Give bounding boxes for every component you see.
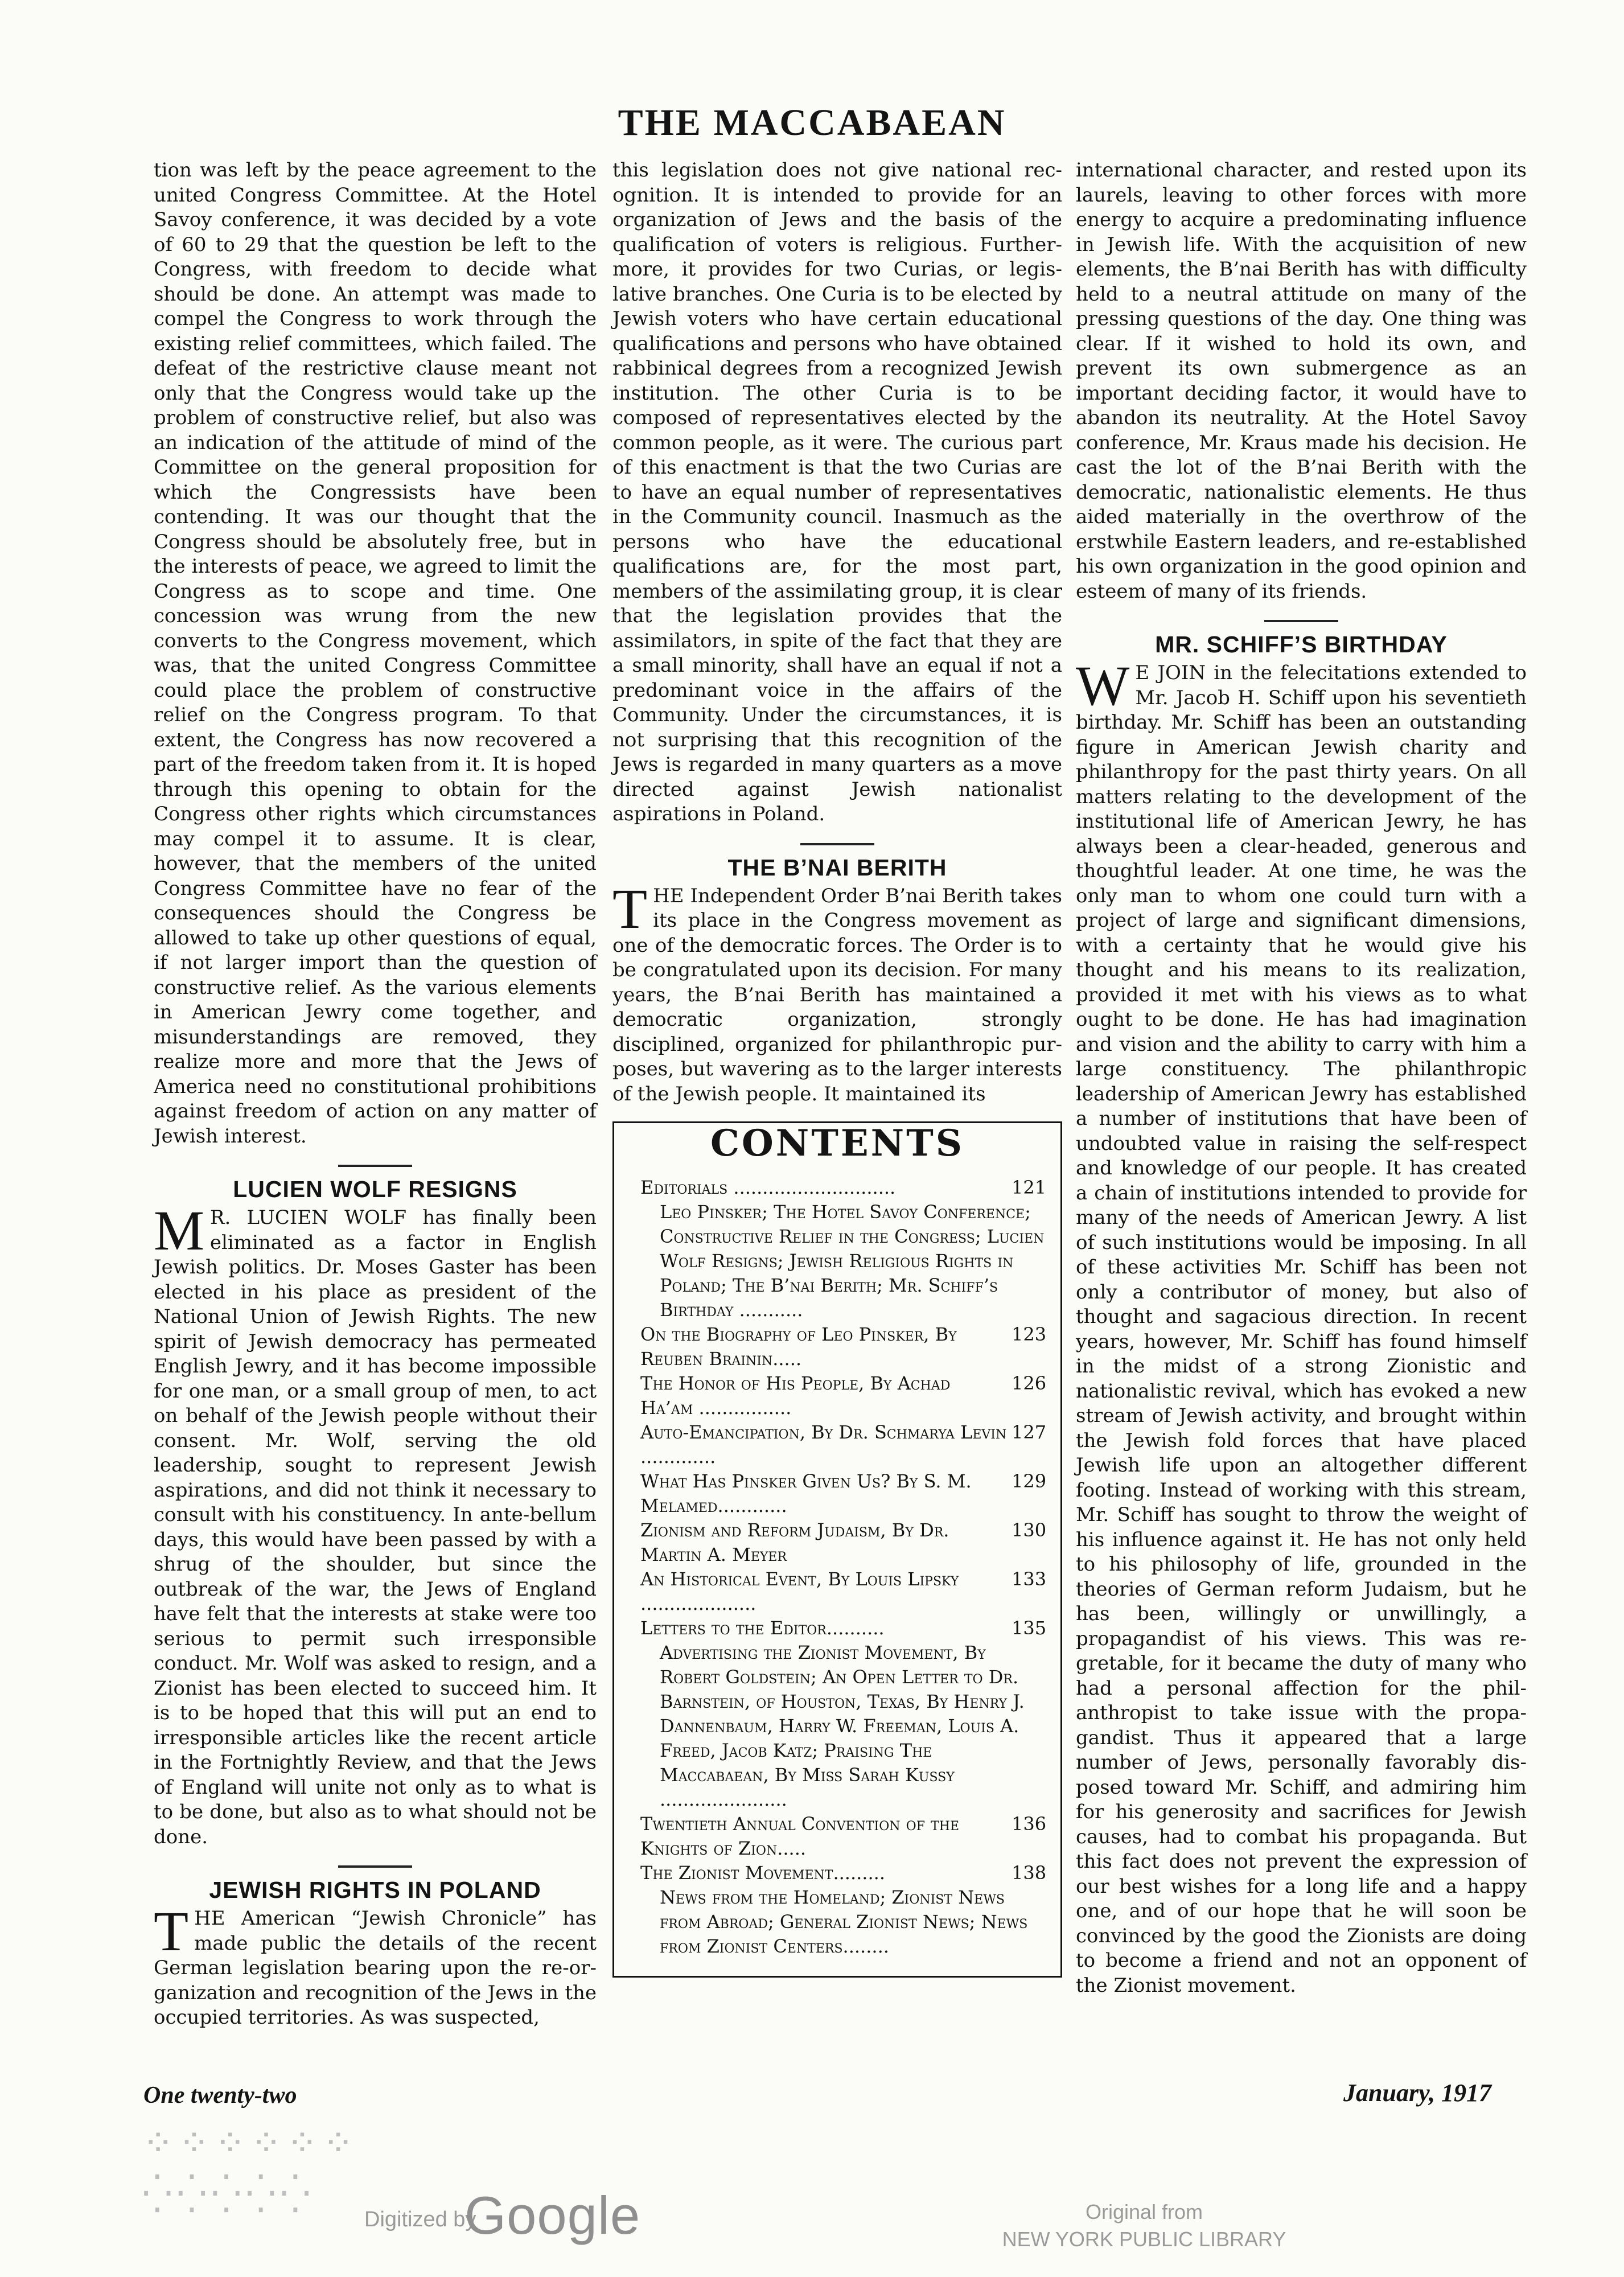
section-divider — [800, 843, 874, 845]
toc-entry — [640, 1861, 1046, 1885]
section-heading: JEWISH RIGHTS IN POLAND — [209, 1877, 541, 1903]
column-2 — [612, 158, 1062, 1978]
toc-entry-title: Zionism and Reform Judaism, By Dr. Martin A. Meyer — [640, 1519, 949, 1565]
toc-page-number: 127 — [1012, 1421, 1047, 1443]
toc-page-number: 123 — [1012, 1323, 1047, 1345]
toc-entry — [640, 1176, 1046, 1200]
masthead: THE MACCABAEAN — [618, 102, 1006, 143]
paragraph-text: E JOIN in the felecitations extended to Mr. Jacob H. Schiff upon his seventieth birthday. Mr. Schiff has been an outstanding figure in American Jewish charity and philanthropy for the past thirty years. On all matters relating to the development of the institutional life of American Jewry, he has always been a clear-headed, generous and thoughtful leader. At one time, he was the only man to whom one could turn with a project of large and significant dimensions, with a certainty that he would give his thought and his means to its realization, provided it met with his views as to what ought to be done. He has had imagination and vision and the ability to carry with him a large constituency. The philanthropic leadership of American Jewry has established a number of institutions that have been of undoubted value in raising the self-respect and knowledge of our people. It has created a chain of institutions intended to provide for many of the needs of American Jewry. A list of such institutions would be imposing. In all of these activities Mr. Schiff has been not only a contributor of money, but also of thought and sagacious direction. In recent years, however, Mr. Schiff has found himself in the midst of a strong Zionistic and nationalistic revival, which has evoked a new stream of Jewish activity, and brought within the Jewish fold forces that have placed Jewish life upon an altogether different footing. Instead of working with this stream, Mr. Schiff has sought to throw the weight of his influence against it. He has not only held to his philosophy of life, grounded in the theories of German reform Judaism, but he has been, willingly or unwillingly, a propagandist of his views. This was regretable, for it became the duty of many who had a personal affection for the philanthropist to take issue with the propagandist. Thus it appeared that a large number of Jews, personally favorably disposed toward Mr. Schiff, and admiring him for his generosity and sacrifices for Jewish causes, had to combat his propaganda. But this fact does not prevent the expression of our best wishes for a long life and a happy one, and of our hope that he will soon be convinced by the good the Zionists are doing to become a friend and not an opponent of the Zionist movement. — [1076, 661, 1527, 1997]
toc-entry — [640, 1567, 1046, 1616]
table-of-contents — [640, 1176, 1046, 1959]
toc-entry-title: The Honor of His People, By Achad Ha’am ................ — [640, 1372, 951, 1419]
article-paragraph — [154, 1900, 597, 2031]
library-credit — [968, 2198, 1321, 2253]
column-1 — [154, 158, 597, 2031]
toc-entry-title: An Historical Event, By Louis Lipsky .................... — [640, 1568, 959, 1614]
toc-entry-title: Editorials ............................ — [640, 1176, 896, 1198]
toc-entry-title: Auto-Emancipation, By Dr. Schmarya Levin ............. — [640, 1421, 1007, 1468]
section-heading: THE B’NAI BERITH — [727, 854, 947, 881]
original-from-label: Original from — [1085, 2200, 1203, 2223]
section-heading: LUCIEN WOLF RESIGNS — [233, 1176, 517, 1202]
article-paragraph: this legislation does not give national recognition. It is intended to provide for an organization of Jews and the basis of the qualification of voters is religious. Furthermore, it provides for two Curias, or legislative branches. One Curia is to be elected by Jewish voters who have certain educational qualifications and persons who have obtained rabbinical degrees from a recognized Jewish institution. The other Curia is to be composed of representatives elected by the common people, as it were. The curious part of this enactment is that the two Curias are to have an equal number of representatives in the Community council. Inasmuch as the persons who have the educational qualifications are, for the most part, members of the assimilating group, it is clear that the legislation provides that the assimilators, in spite of the fact that they are a small minority, shall have an equal if not a predominant voice in the affairs of the Community. Under the circumstances, it is not surprising that this recognition of the Jews is regarded in many quarters as a move directed against Jewish nationalist aspirations in Poland. — [612, 159, 1062, 825]
toc-page-number: 121 — [1012, 1176, 1047, 1198]
article-paragraph — [1076, 654, 1527, 1998]
toc-page-number: 126 — [1012, 1372, 1047, 1394]
library-name: NEW YORK PUBLIC LIBRARY — [1002, 2227, 1286, 2251]
drop-cap: M — [154, 1199, 204, 1262]
drop-cap: T — [612, 877, 648, 940]
toc-subentries: Advertising the Zionist Movement, By Robert Goldstein; An Open Letter to Dr. Barnstein, of Houston, Texas, By Henry J. Dannenbaum, Harry W. Freeman, Louis A. Freed, Jacob Katz; Praising The Maccabaean, By Miss Sarah Kussy ...................... — [660, 1641, 1025, 1810]
toc-entry — [640, 1518, 1046, 1567]
contents-title: CONTENTS — [710, 1122, 964, 1165]
toc-entry — [640, 1812, 1046, 1861]
issue-date: January, 1917 — [1343, 2079, 1491, 2107]
toc-page-number: 133 — [1012, 1568, 1047, 1590]
toc-entry-title: Twentieth Annual Convention of the Knights of Zion..... — [640, 1812, 960, 1859]
toc-entry — [640, 1371, 1046, 1420]
toc-entry-title: The Zionist Movement......... — [640, 1861, 885, 1884]
digitized-by-label: Digitized by — [364, 2208, 476, 2231]
drop-cap: T — [154, 1900, 189, 1963]
toc-page-number: 130 — [1012, 1519, 1047, 1541]
toc-subentries: News from the Homeland; Zionist News from Abroad; General Zionist News; News from Zionist Centers........ — [660, 1886, 1028, 1957]
toc-entry — [640, 1322, 1046, 1371]
library-stamp-marks: ⁘⁘⁘⁘⁘⁘ ⁛⁛⁛⁛⁛ — [142, 2121, 359, 2216]
section-divider — [338, 1165, 412, 1167]
section-divider — [1264, 620, 1338, 622]
article-paragraph — [154, 1199, 597, 1849]
article-paragraph: tion was left by the peace agreement to the united Congress Committee. At the Hotel Savoy conference, it was decided by a vote of 60 to 29 that the question be left to the Congress, with freedom to decide what should be done. An attempt was made to compel the Congress to work through the existing relief committees, which failed. The defeat of the restrictive clause meant not only that the Congress would take up the problem of constructive relief, but also was an indication of the attitude of mind of the Committee on the general proposition for which the Congressists have been contending. It was our thought that the Congress should be absolutely free, but in the interests of peace, we agreed to limit the Congress as to scope and time. One concession was wrung from the new converts to the Congress movement, which was, that the united Congress Committee could place the problem of constructive relief on the Congress program. To that extent, the Congress has now recovered a part of the freedom taken from it. It is hoped through this opening to obtain for the Congress other rights which circumstances may compel it to assume. It is clear, however, that the members of the united Congress Committee have no fear of the consequences should the Congress be allowed to take up other questions of equal, if not larger import than the question of constructive relief. As the various elements in American Jewry come together, and misunderstandings are removed, they realize more and more that the Jews of America need no constitutional prohibitions against freedom of action on any matter of Jewish interest. — [154, 159, 597, 1148]
section-divider — [338, 1865, 412, 1868]
toc-entry-title: Letters to the Editor.......... — [640, 1617, 885, 1639]
toc-page-number: 135 — [1012, 1617, 1047, 1639]
toc-entry — [640, 1616, 1046, 1641]
drop-cap: W — [1076, 654, 1130, 717]
toc-page-number: 129 — [1012, 1470, 1047, 1492]
article-paragraph: international character, and rested upon its laurels, leaving to other forces with more energy to acquire a predominating influence in Jewish life. With the acquisition of new elements, the B’nai Berith has with difficulty held to a neutral attitude on many of the pressing questions of the day. One thing was clear. If it wished to hold its own, and prevent its own submergence as an important deciding factor, it would have to abandon its neutrality. At the Hotel Savoy conference, Mr. Kraus made his decision. He cast the lot of the B’nai Berith with the democratic, nationalistic elements. He thus aided materially in the overthrow of the erstwhile Eastern leaders, and re-established his own organization in the good opinion and esteem of many of its friends. — [1076, 159, 1527, 603]
toc-entry-title: What Has Pinsker Given Us? By S. M. Melamed............ — [640, 1470, 972, 1516]
paragraph-text: R. LUCIEN WOLF has finally been eliminated as a factor in English Jewish politics. Dr. Moses Gaster has been elected in his place as president of the National Union of Jewish Rights. The new spirit of Jewish democracy has permeated English Jewry, and it has become impossible for one man, or a small group of men, to act on behalf of the Jewish people without their consent. Mr. Wolf, serving the old leadership, sought to represent Jewish aspirations, and did not think it necessary to consult with his constituency. In ante-bellum days, this would have been passed by with a shrug of the shoulder, but since the outbreak of the war, the Jews of England have felt that the interests at stake were too serious to permit such irresponsible conduct. Mr. Wolf was asked to resign, and a Zionist has been elected to succeed him. It is to be hoped that this will put an end to irresponsible articles like the recent article in the Fortnightly Review, and that the Jews of England will unite not only as to what is to be done, but also as to what should not be done. — [154, 1206, 597, 1848]
toc-page-number: 136 — [1012, 1812, 1047, 1835]
contents-box — [612, 1121, 1062, 1978]
section-heading: MR. SCHIFF’S BIRTHDAY — [1155, 631, 1448, 657]
toc-subentries: Leo Pinsker; The Hotel Savoy Conference; Constructive Relief in the Congress; Lucien Wolf Resigns; Jewish Religious Rights in Poland; The B’nai Berith; Mr. Schiff’s Birthday ........... — [660, 1201, 1045, 1321]
toc-page-number: 138 — [1012, 1861, 1047, 1884]
google-logo: Google — [464, 2185, 641, 2245]
page-folio: One twenty-two — [143, 2082, 297, 2109]
paragraph-text: HE Independent Order B’nai Berith takes its place in the Congress movement as one of the democratic forces. The Order is to be congratulated upon its decision. For many years, the B’nai Berith has maintained a democratic organization, strongly disciplined, organized for philanthropic purposes, but wavering as to the larger interests of the Jewish people. It maintained its — [612, 884, 1062, 1105]
toc-entry — [640, 1420, 1046, 1469]
column-3 — [1076, 158, 1527, 1998]
article-paragraph — [612, 877, 1062, 1107]
toc-entry-title: On the Biography of Leo Pinsker, By Reuben Brainin..... — [640, 1323, 957, 1370]
paragraph-text: HE American “Jewish Chronicle” has made public the details of the recent German legislation bearing upon the re-organization and recognition of the Jews in the occupied territories. As was suspected, — [154, 1907, 597, 2029]
toc-entry — [640, 1469, 1046, 1518]
